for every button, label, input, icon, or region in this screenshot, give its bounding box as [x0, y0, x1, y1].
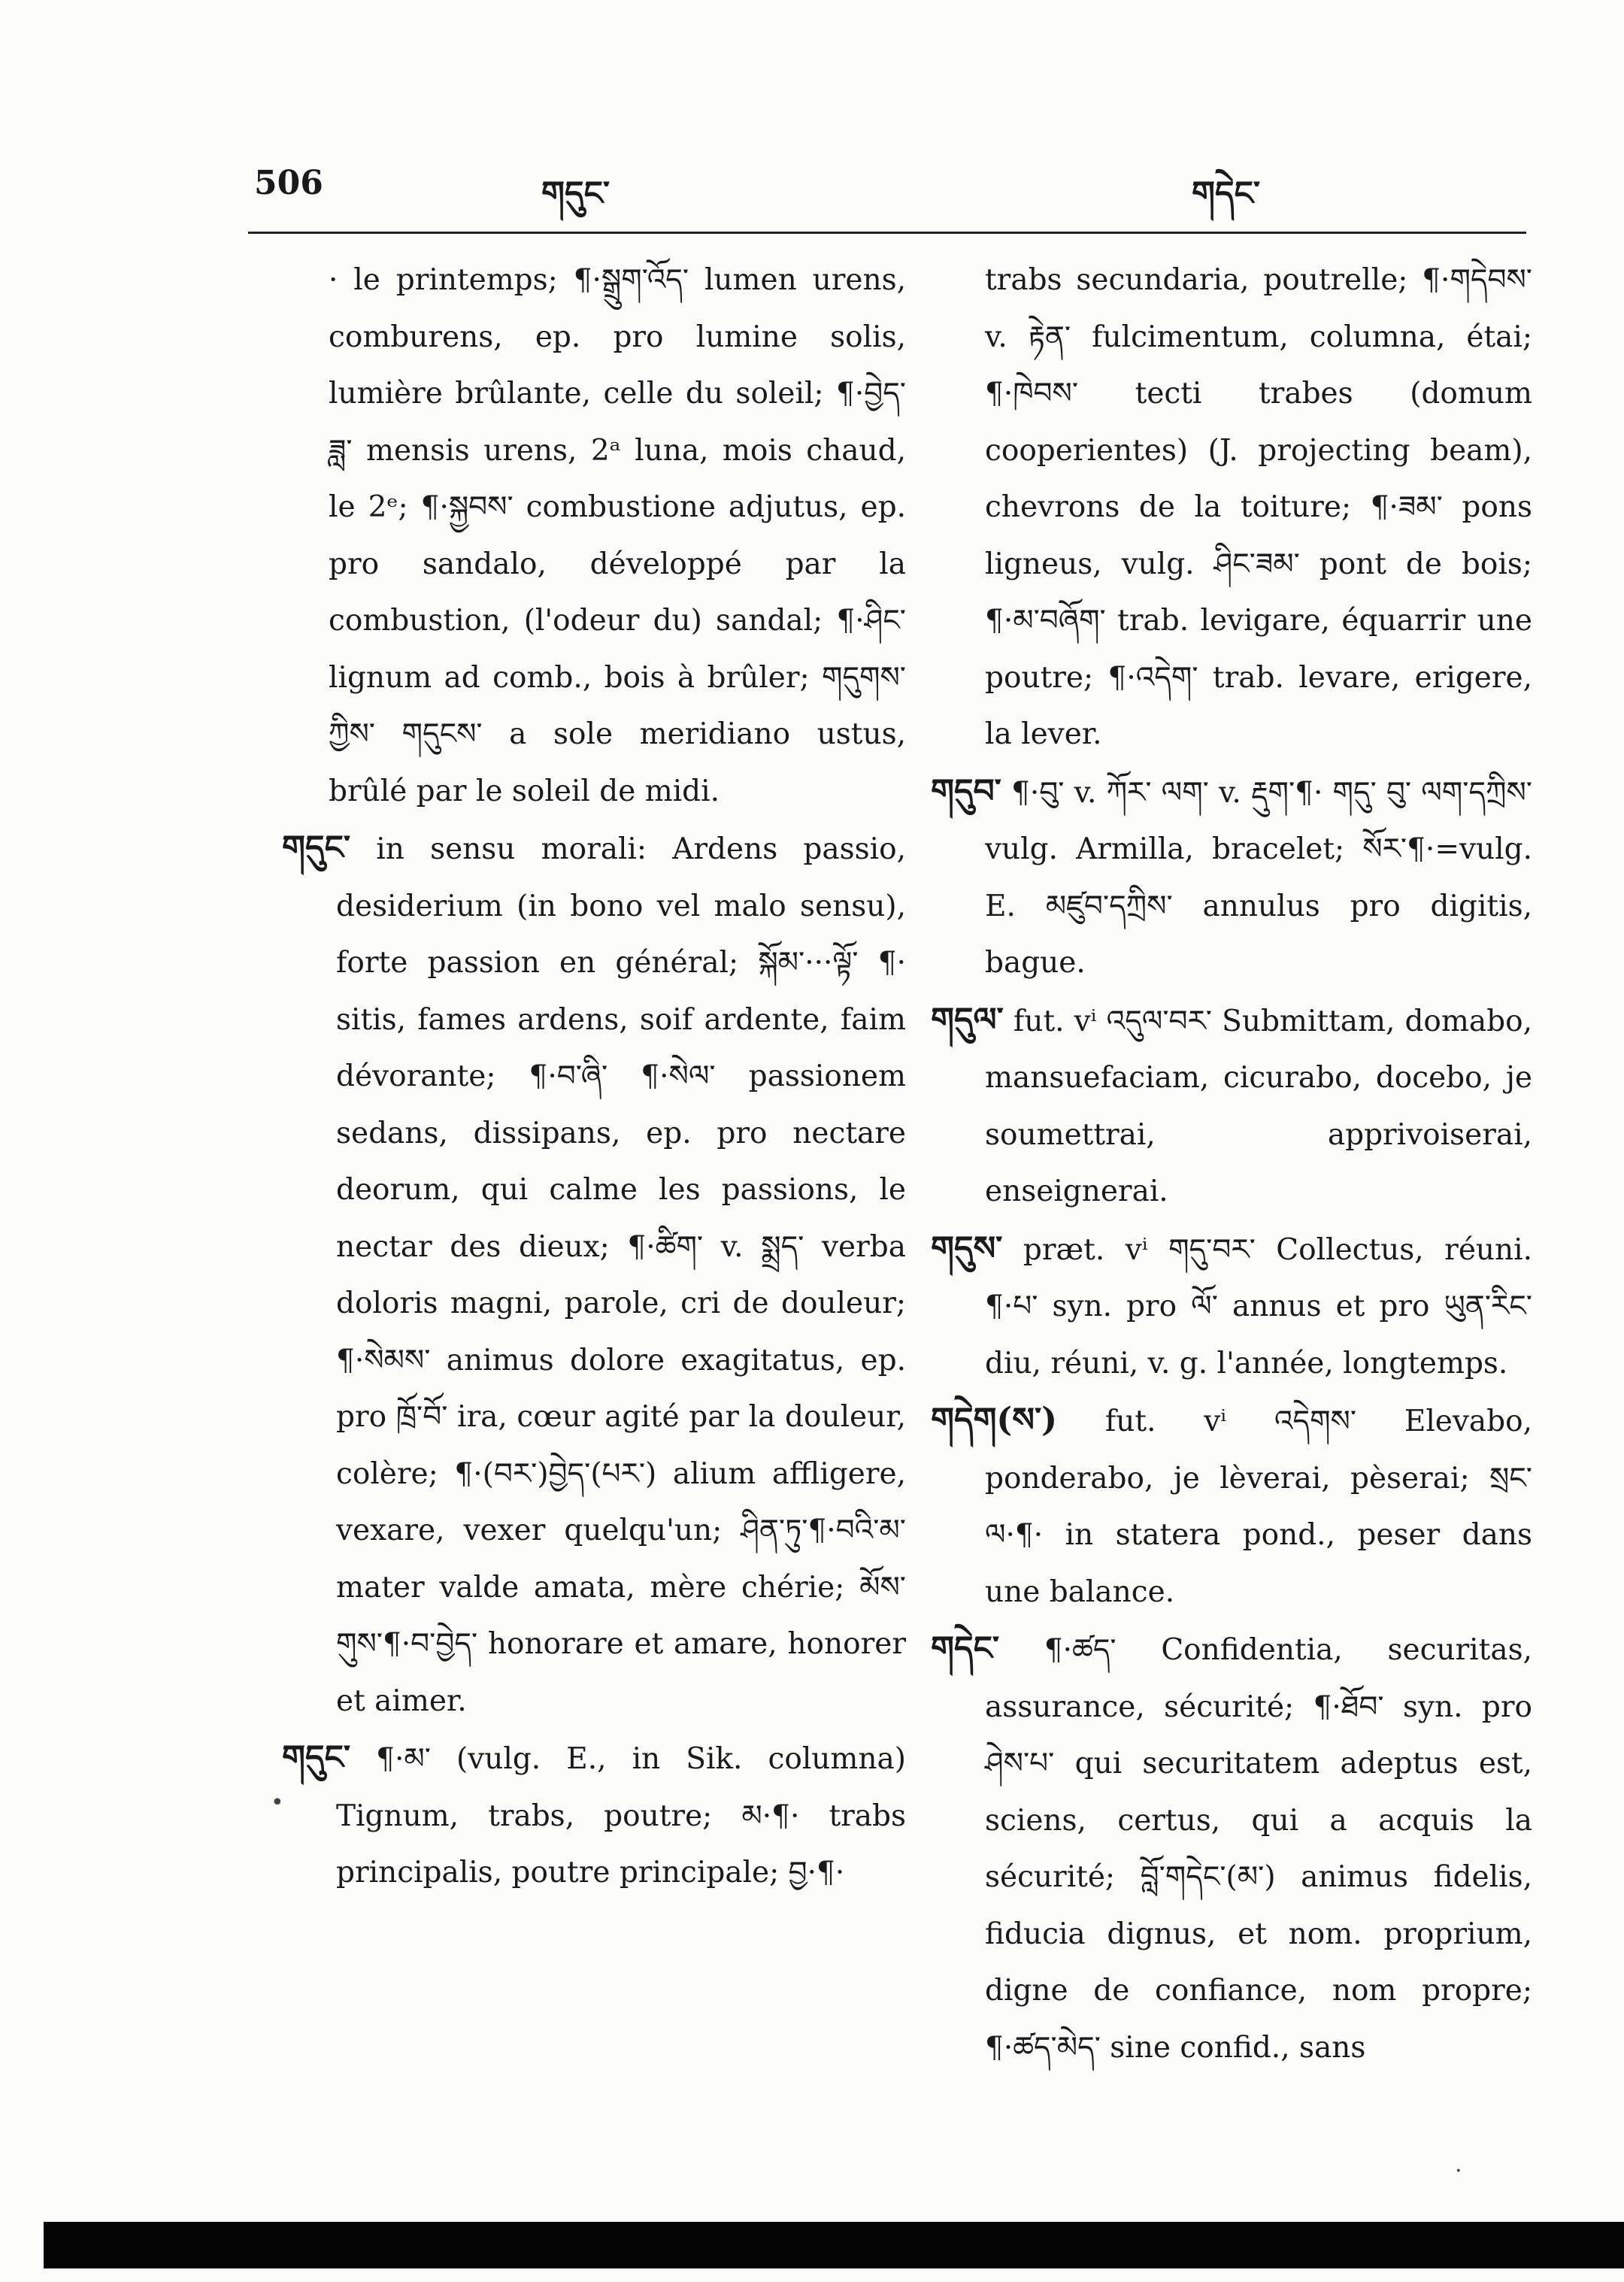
entry-continuation: · le printemps; ¶·སྒྲུག་འོད་ lumen urens, comburens, ep. pro lumine solis, lumière brûlante, celle du soleil; ¶·བྱེད་ཟླ་ mensis urens, 2ᵃ luna, mois chaud, le 2ᵉ; ¶·སྐྱབས་ combustione adjutus, ep. pro sandalo, développé par la combustion, (l'odeur du) sandal; ¶·ཤིང་ lignum ad comb., bois à brûler; གདུགས་ཀྱིས་ གདུངས་ a sole meridiano ustus, brûlé par le soleil de midi. — [329, 263, 906, 808]
running-head-left: གདུང་ — [541, 174, 611, 213]
dictionary-entry — [931, 992, 1532, 1220]
scan-speck: · — [1455, 2158, 1462, 2184]
dictionary-entry — [282, 820, 906, 1729]
entry-body: ¶·མ་ (vulg. E., in Sik. columna) Tignum, trabs, poutre; མ·¶· trabs principalis, poutre principale; བྱ·¶· — [336, 1742, 906, 1890]
entry-headword: གདུང་ — [282, 1738, 351, 1777]
entry-body: fut. vⁱ འདེགས་ Elevabo, ponderabo, je lèverai, pèserai; སྲང་ལ·¶· in statera pond., peser dans une balance. — [985, 1405, 1532, 1609]
entry-headword: གདེག(ས་) — [931, 1401, 1058, 1439]
dictionary-entry — [931, 1220, 1532, 1393]
entry-body: ¶·བུ་ v. ཀོར་ ལག་ v. རྡུག་¶· གདུ་ བུ་ ལག་དཀྲིས་ vulg. Armilla, bracelet; སོར་¶·=vulg. E. མཛུབ་དཀྲིས་ annulus pro digitis, bague. — [985, 775, 1532, 980]
dictionary-entry — [931, 1620, 1532, 2076]
entry-headword: གདུབ་ — [931, 771, 1001, 811]
header-rule — [248, 232, 1526, 234]
page-number: 506 — [254, 164, 323, 202]
entry-headword: གདེང་ — [931, 1629, 1000, 1668]
right-column — [931, 252, 1532, 2076]
dictionary-entry — [282, 1729, 906, 1902]
entry-body: fut. vⁱ འདུལ་བར་ Submittam, domabo, mansuefaciam, cicurabo, docebo, je soumettrai, apprivoiserai, enseignerai. — [985, 1004, 1532, 1208]
entry-body: præt. vⁱ གདུ་བར་ Collectus, réuni. ¶·པ་ syn. pro ལོ་ annus et pro ཡུན་རིང་ diu, réuni, v. g. l'année, longtemps. — [985, 1232, 1533, 1380]
dictionary-entry — [931, 1392, 1532, 1620]
entry-headword: གདུས་ — [931, 1229, 1003, 1268]
entry-headword: གདུལ་ — [931, 1000, 1004, 1039]
running-head-right: གདེང་ — [1192, 174, 1261, 213]
entry-body: in sensu morali: Ardens passio, desiderium (in bono vel malo sensu), forte passion en général; སྐོམ་···ལྟོ་ ¶· sitis, fames ardens, soif ardente, faim dévorante; ¶·བ་ཞི་ ¶·སེལ་ passionem sedans, dissipans, ep. pro nectare deorum, qui calme les passions, le nectar des dieux; ¶·ཚིག་ v. སྨྲད་ verba doloris magni, parole, cri de douleur; ¶·སེམས་ animus dolore exagitatus, ep. pro ཁྲོ་བོ་ ira, cœur agité par la douleur, colère; ¶·(བར་)བྱེད་(པར་) alium affligere, vexare, vexer quelqu'un; ཤིན་ཏུ་¶·བའི་མ་ mater valde amata, mère chérie; མོས་ གུས་¶·བ་བྱེད་ honorare et amare, honorer et aimer. — [336, 832, 907, 1718]
entry-continuation: trabs secundaria, poutrelle; ¶·གདེབས་ v. རྟེན་ fulcimentum, columna, étai; ¶·ཁེབས་ tecti trabes (domum cooperientes) (J. projecting beam), chevrons de la toiture; ¶·ཟམ་ pons ligneus, vulg. ཤིང་ཟམ་ pont de bois; ¶·མ་བཞོག་ trab. levigare, équarrir une poutre; ¶·འདེག་ trab. levare, erigere, la lever. — [985, 263, 1532, 751]
left-column — [282, 252, 906, 1902]
dictionary-entry — [931, 763, 1532, 992]
entry-body: ¶·ཚད་ Confidentia, securitas, assurance, sécurité; ¶·ཐོབ་ syn. pro ཤེས་པ་ qui securitatem adeptus est, sciens, certus, qui a acquis la sécurité; བློ་གདེང་(མ་) animus fidelis, fiducia dignus, et nom. proprium, digne de confiance, nom propre; ¶·ཚད་མེད་ sine confid., sans — [985, 1633, 1532, 2065]
entry-headword: གདུང་ — [282, 829, 351, 867]
scan-speck: • — [271, 1790, 284, 1816]
scan-bottom-bar — [44, 2222, 1624, 2268]
